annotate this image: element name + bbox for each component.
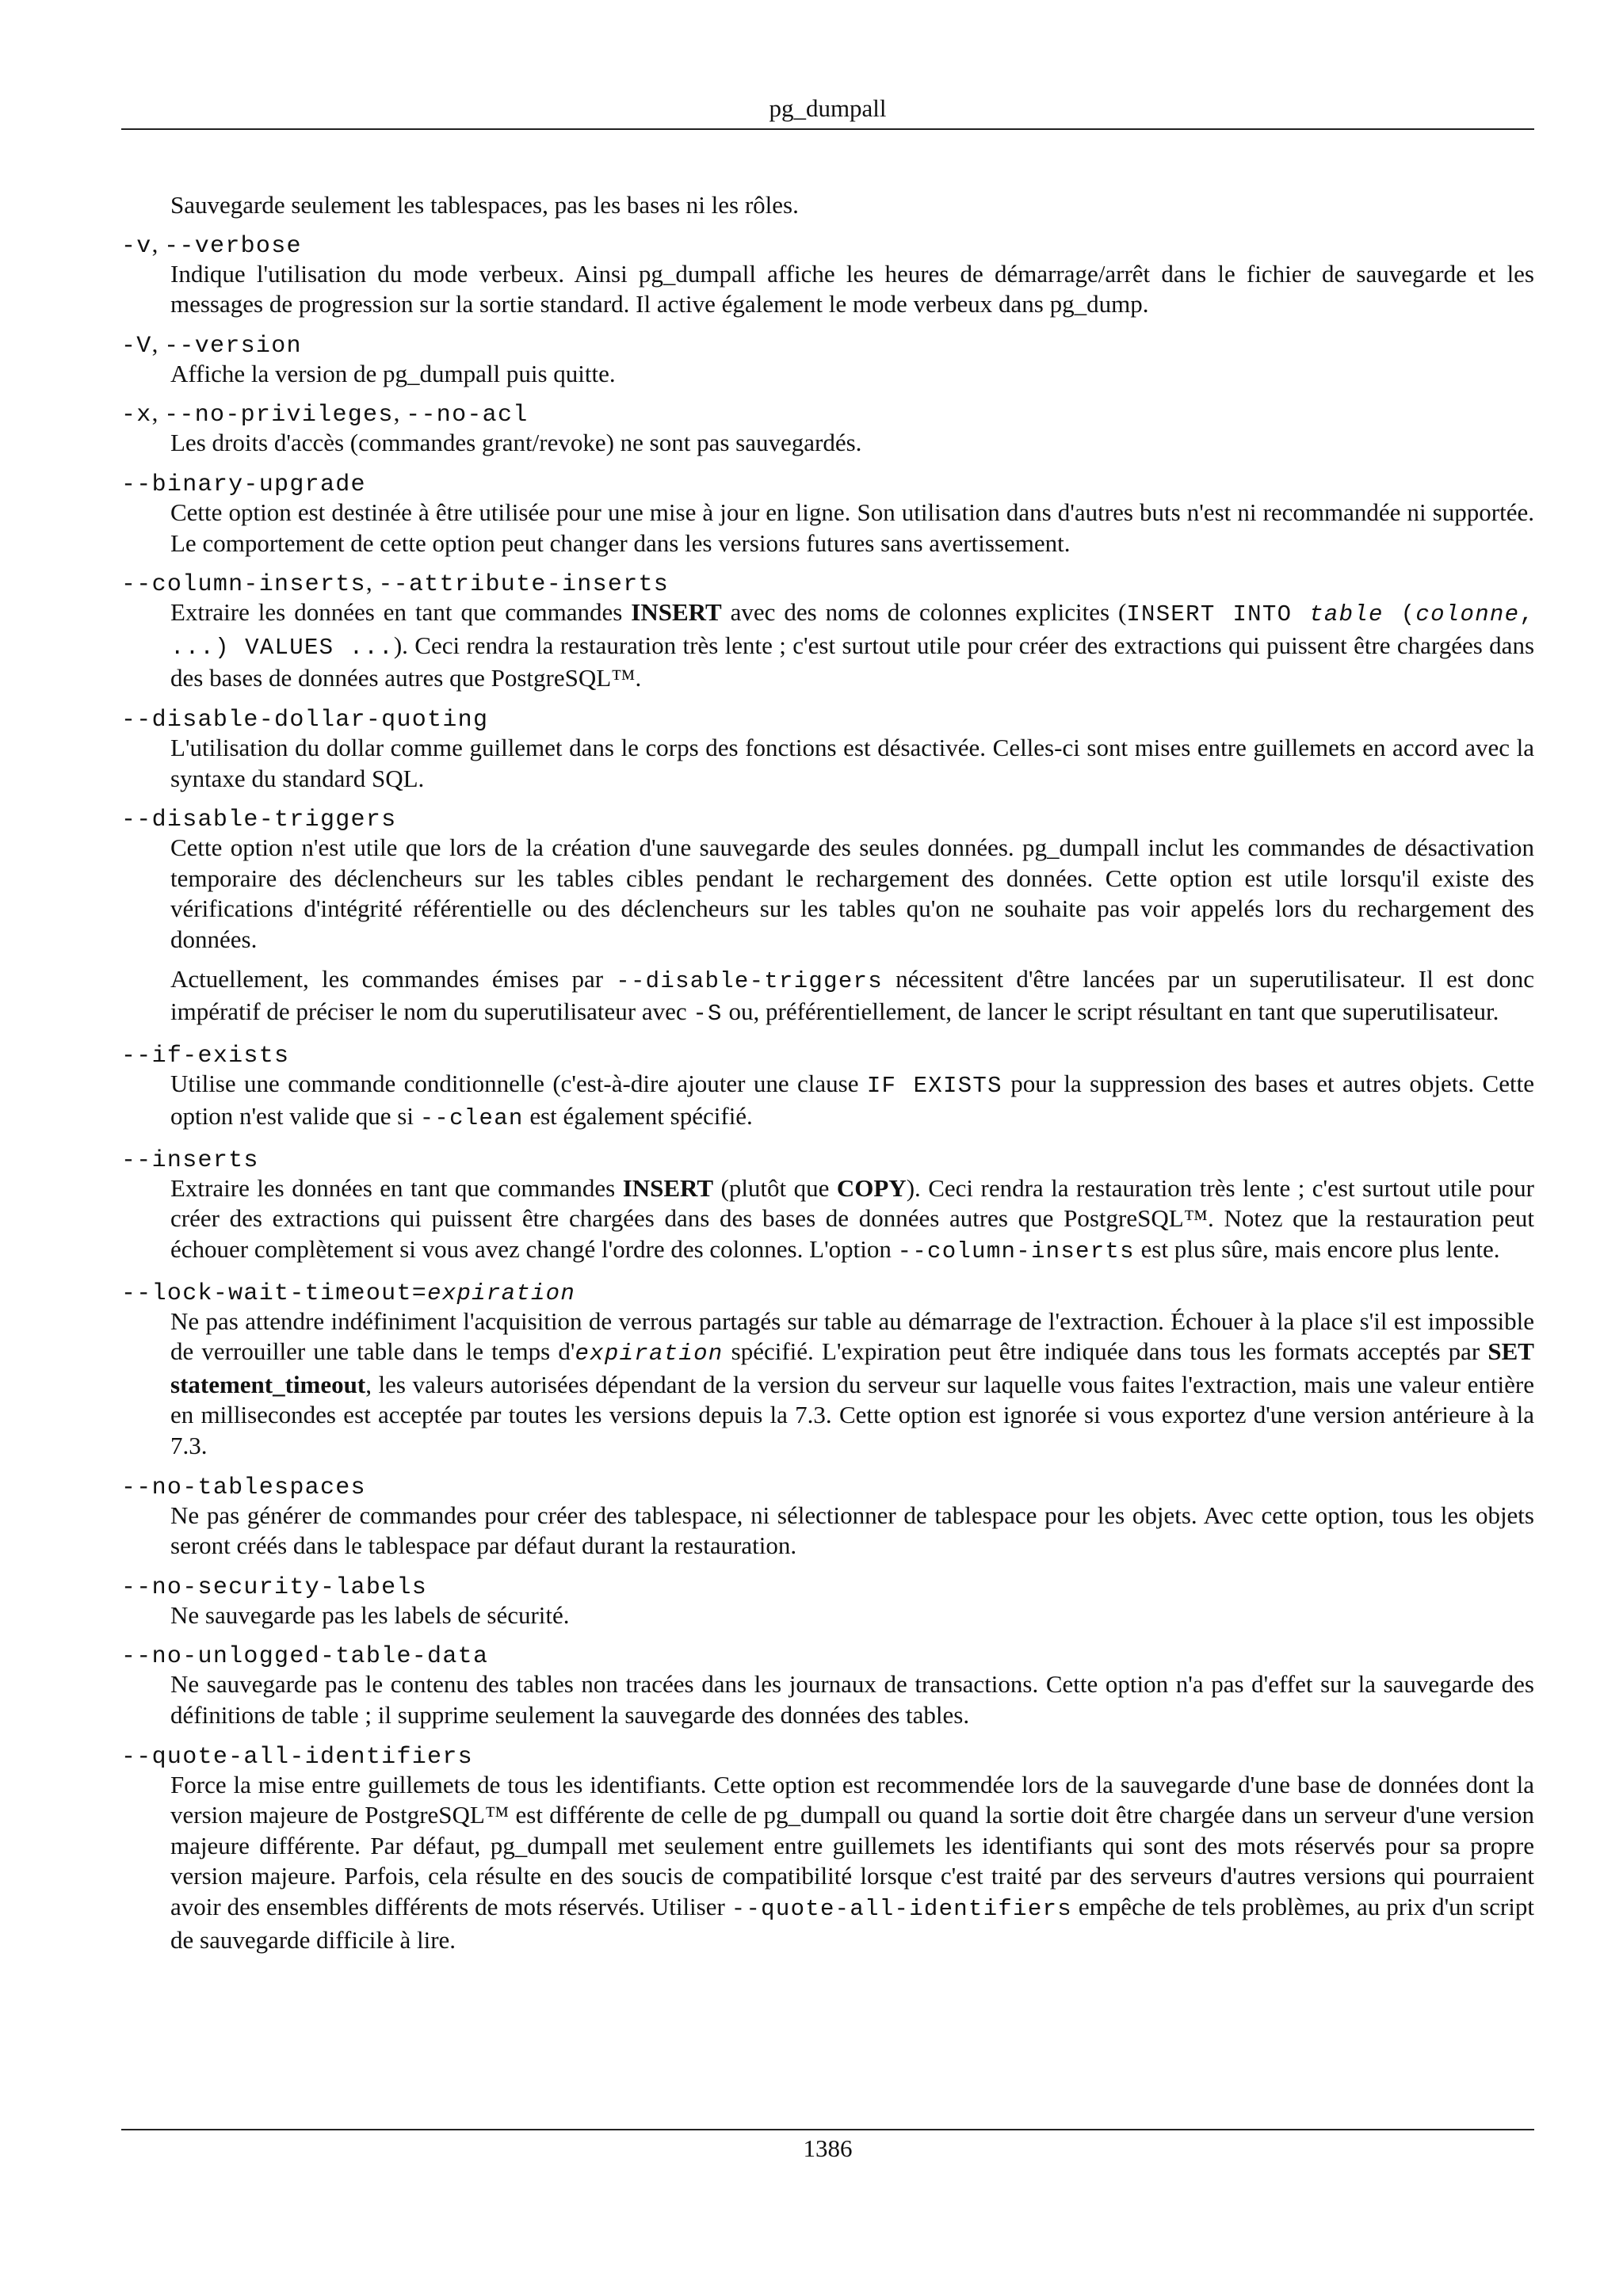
bold-command: INSERT [631, 598, 722, 627]
option-term [121, 467, 1564, 498]
description-paragraph [170, 1069, 1534, 1135]
option-description [170, 1306, 1534, 1462]
option-flag: -V [121, 332, 152, 360]
text-run: Utilise une commande conditionnelle (c'est-à-dire ajouter une clause [170, 1069, 867, 1097]
option-description [170, 1600, 1534, 1631]
description-paragraph [170, 1306, 1534, 1462]
option-flag: --version [164, 332, 302, 360]
option-entry-binary-upgrade [121, 467, 1564, 559]
code-literal: --quote-all-identifiers [731, 1895, 1072, 1922]
text-run: L'utilisation du dollar comme guillemet dans le corps des fonctions est désactivée. Celles-ci sont mises entre guillemets en accord avec la syntaxe du standard SQL. [170, 733, 1534, 792]
term-separator: , [151, 329, 165, 357]
code-literal: --column-inserts [897, 1238, 1135, 1265]
option-description [170, 1069, 1534, 1135]
option-entry-verbose [121, 229, 1564, 320]
option-term [121, 1470, 1564, 1501]
text-run: Ne pas attendre indéfiniment l'acquisition de verrous partagés sur table au démarrage de l'extraction. Échouer à la place s'il est impossible de verrouiller une table dans le temps d' [170, 1306, 1534, 1366]
text-run: Actuellement, les commandes émises par [170, 964, 617, 993]
text-run: Ne pas générer de commandes pour créer des tablespace, ni sélectionner de tablespace pour les objets. Avec cette option, tous les objets seront créés dans le tablespace par défaut durant la restauration. [170, 1501, 1534, 1560]
description-paragraph [170, 359, 1534, 390]
description-paragraph [170, 1173, 1534, 1268]
code-literal: table [1309, 601, 1384, 628]
term-separator: , [393, 399, 407, 427]
description-paragraph [170, 597, 1534, 694]
option-flag: expiration [427, 1280, 576, 1306]
option-entry-version [121, 329, 1564, 390]
text-run: est également spécifié. [523, 1102, 753, 1131]
option-flag: --inserts [121, 1146, 259, 1174]
option-term [121, 329, 1564, 359]
code-literal: ( [1383, 601, 1416, 628]
term-separator: , [365, 568, 379, 597]
option-flag: --column-inserts [121, 571, 366, 599]
option-description [170, 1173, 1534, 1268]
running-header: pg_dumpall [769, 94, 887, 122]
text-run: ou, préférentiellement, de lancer le script résultant en tant que superutilisateur. [722, 997, 1499, 1026]
option-entry-no-security-labels [121, 1570, 1564, 1631]
text-run: spécifié. L'expiration peut être indiquée dans tous les formats acceptés par [723, 1337, 1488, 1366]
option-flag: --if-exists [121, 1042, 290, 1070]
text-run: ). Ceci rendra la restauration très lente ; c'est surtout utile pour créer des extractions qui puissent être chargées dans des bases de données autres que PostgreSQL™. [170, 631, 1535, 692]
option-flag: -v [121, 232, 152, 260]
code-literal: INSERT INTO [1126, 601, 1310, 628]
option-flag: -x [121, 402, 152, 429]
option-entry-no-tablespaces [121, 1470, 1564, 1562]
text-run: Ne sauvegarde pas les labels de sécurité. [170, 1600, 570, 1629]
option-term [121, 1039, 1564, 1069]
code-literal: expiration [575, 1341, 724, 1367]
option-flag: --lock-wait-timeout= [121, 1280, 428, 1307]
bold-command: COPY [836, 1173, 907, 1202]
option-description [170, 597, 1534, 694]
text-run: Extraire les données en tant que commandes [170, 1173, 623, 1202]
option-flag: --no-tablespaces [121, 1474, 366, 1501]
text-run: Force la mise entre guillemets de tous les identifiants. Cette option est recommendée lors de la sauvegarde d'une base de données dont la version majeure de PostgreSQL™ est différente de celle de pg_dumpall ou quand la sortie doit être chargée dans un serveur d'une version majeure différente. Par défaut, pg_dumpall met seulement entre guillemets les identifiants qui sont des mots réservés pour sa propre version majeure. Parfois, cela résulte en des soucis de compatibilité lorsque c'est traité par des serveurs d'autres versions qui pourraient avoir des ensembles différents de mots réservés. Utiliser [170, 1770, 1534, 1920]
option-flag: --disable-triggers [121, 807, 397, 834]
option-term [121, 1639, 1564, 1669]
code-literal: IF EXISTS [866, 1072, 1002, 1099]
option-term [121, 803, 1564, 833]
text-run: Cette option est destinée à être utilisée pour une mise à jour en ligne. Son utilisation dans d'autres buts n'est ni recommandée ni supportée. Le comportement de cette option peut changer dans les versions futures sans avertissement. [170, 498, 1534, 557]
description-paragraph [170, 1770, 1534, 1956]
option-entry-no-privileges [121, 398, 1564, 459]
option-term [121, 398, 1564, 428]
intro-paragraph: Sauvegarde seulement les tablespaces, pas les bases ni les rôles. [170, 191, 799, 219]
option-description [170, 1501, 1534, 1562]
text-run: ). Ceci rendra la restauration très lente ; c'est surtout utile pour créer des extractions qui puissent être chargées dans des bases de données autres que PostgreSQL™. Notez que la restauration peut échouer complètement si vous avez changé l'ordre des colonnes. L'option [170, 1173, 1534, 1264]
option-entry-disable-triggers [121, 803, 1564, 1030]
option-entry-if-exists [121, 1039, 1564, 1135]
option-flag: --no-security-labels [121, 1573, 428, 1601]
option-description [170, 1669, 1534, 1730]
text-run: Affiche la version de pg_dumpall puis quitte. [170, 359, 616, 387]
option-flag: --verbose [164, 232, 302, 260]
option-entry-no-unlogged-table-data [121, 1639, 1564, 1730]
option-description [170, 498, 1534, 559]
code-literal: --clean [419, 1105, 524, 1132]
text-run: Extraire les données en tant que commandes [170, 598, 632, 627]
option-entry-column-inserts [121, 567, 1564, 694]
option-flag: --no-acl [406, 402, 529, 429]
bold-command: SET statement_timeout [170, 1337, 1534, 1398]
option-flag: --no-privileges [164, 402, 394, 429]
option-description [170, 359, 1534, 390]
text-run: nécessitent d'être lancées par un superutilisateur. Il est donc impératif de préciser le nom du superutilisateur avec [170, 964, 1534, 1026]
description-paragraph [170, 1600, 1534, 1631]
description-paragraph [170, 259, 1534, 320]
option-description [170, 833, 1534, 1030]
text-run: avec des noms de colonnes explicites ( [721, 598, 1127, 627]
text-run: , les valeurs autorisées dépendant de la version du serveur sur laquelle vous faites l'extraction, mais une valeur entière en millisecondes est acceptée par toutes les versions depuis la 7.3. Cette option est ignorée si vous exportez d'une version antérieure à la 7.3. [170, 1370, 1534, 1460]
text-run: (plutôt que [713, 1173, 837, 1202]
option-flag: --binary-upgrade [121, 471, 366, 498]
option-entries [121, 229, 1564, 1956]
code-literal: --disable-triggers [616, 967, 883, 994]
term-separator: , [151, 399, 165, 427]
option-term [121, 567, 1564, 597]
text-run: Les droits d'accès (commandes grant/revoke) ne sont pas sauvegardés. [170, 429, 862, 457]
option-entry-lock-wait-timeout [121, 1276, 1564, 1462]
option-list [121, 190, 1564, 1964]
option-description [170, 1770, 1534, 1956]
description-paragraph [170, 733, 1534, 794]
bold-command: INSERT [622, 1173, 714, 1202]
option-term [121, 1143, 1564, 1173]
description-paragraph [170, 498, 1534, 559]
description-paragraph [170, 833, 1534, 955]
term-separator: , [151, 229, 165, 257]
description-paragraph [170, 1501, 1534, 1562]
option-description [170, 259, 1534, 320]
option-term [121, 703, 1564, 733]
text-run: Indique l'utilisation du mode verbeux. Ainsi pg_dumpall affiche les heures de démarrage/arrêt dans le fichier de sauvegarde et les messages de progression sur la sortie standard. Il active également le mode verbeux dans pg_dump. [170, 259, 1534, 318]
description-paragraph [170, 428, 1534, 459]
code-literal: , ...) VALUES ... [170, 601, 1535, 661]
header-rule [121, 128, 1534, 130]
option-entry-inserts [121, 1143, 1564, 1268]
description-paragraph [170, 1669, 1534, 1730]
option-flag: --no-unlogged-table-data [121, 1643, 489, 1671]
option-entry-disable-dollar-quoting [121, 703, 1564, 794]
text-run: Ne sauvegarde pas le contenu des tables non tracées dans les journaux de transactions. Cette option n'a pas d'effet sur la sauvegarde des définitions de table ; il supprime seulement la sauvegarde des données des tables. [170, 1670, 1534, 1729]
text-run: Cette option n'est utile que lors de la création d'une sauvegarde des seules données. pg_dumpall inclut les commandes de désactivation temporaire des déclencheurs sur les tables cibles pendant le rechargement des données. Cette option est utile lorsqu'il existe des vérifications d'intégrité référentielle ou des déclencheurs sur les tables qu'on ne souhaite pas voir appelés lors du rechargement des données. [170, 833, 1534, 953]
text-run: pour la suppression des bases et autres objets. Cette option n'est valide que si [170, 1069, 1534, 1131]
text-run: est plus sûre, mais encore plus lente. [1134, 1235, 1500, 1264]
option-flag: --attribute-inserts [378, 571, 670, 599]
footer-rule [121, 2129, 1534, 2130]
option-entry-quote-all-identifiers [121, 1740, 1564, 1956]
option-description [170, 733, 1534, 794]
option-description [170, 428, 1534, 459]
option-flag: --disable-dollar-quoting [121, 706, 489, 734]
option-term [121, 1276, 1564, 1306]
code-literal: colonne [1415, 601, 1520, 628]
option-term [121, 1570, 1564, 1600]
option-term [121, 1740, 1564, 1770]
code-literal: -S [693, 1001, 723, 1028]
option-flag: --quote-all-identifiers [121, 1743, 473, 1771]
description-paragraph [170, 964, 1534, 1030]
option-term [121, 229, 1564, 259]
text-run: empêche de tels problèmes, au prix d'un script de sauvegarde difficile à lire. [170, 1892, 1534, 1954]
page-number: 1386 [803, 2134, 853, 2162]
